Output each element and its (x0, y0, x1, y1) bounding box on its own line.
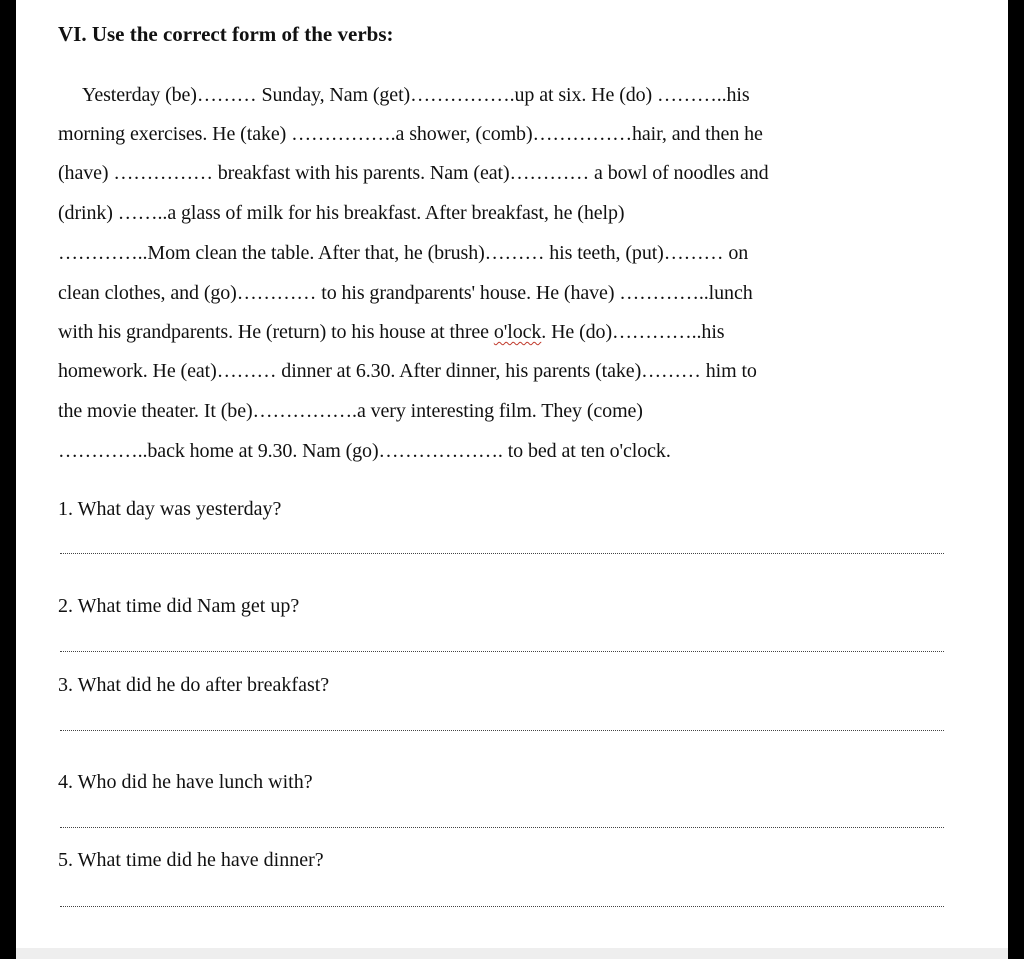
page-bottom-edge (16, 948, 1008, 959)
passage-line: …………..back home at 9.30. Nam (go)………………. to bed at ten o'clock. (58, 440, 671, 462)
passage-line: …………..Mom clean the table. After that, he (brush)……… his teeth, (put)……… on (58, 242, 749, 264)
passage-line: clean clothes, and (go)………… to his grandparents' house. He (have) …………..lunch (58, 282, 753, 304)
passage-line (58, 321, 724, 344)
answer-line-3[interactable] (60, 730, 944, 731)
question-1: 1. What day was yesterday? (58, 498, 282, 520)
passage-line: Yesterday (be)……… Sunday, Nam (get)…………….up at six. He (do) ………..his (82, 84, 750, 106)
passage-line: homework. He (eat)……… dinner at 6.30. After dinner, his parents (take)……… him to (58, 360, 757, 382)
passage-line: morning exercises. He (take) …………….a shower, (comb)……………hair, and then he (58, 123, 763, 145)
passage-text: . He (do)…………..his (541, 321, 725, 343)
passage-line: (drink) ……..a glass of milk for his breakfast. After breakfast, he (help) (58, 202, 625, 224)
worksheet-page (16, 0, 1008, 948)
answer-line-1[interactable] (60, 553, 944, 554)
exercise-heading: VI. Use the correct form of the verbs: (58, 22, 394, 46)
question-2: 2. What time did Nam get up? (58, 595, 300, 617)
passage-text: with his grandparents. He (return) to his house at three (58, 321, 494, 343)
question-5: 5. What time did he have dinner? (58, 849, 324, 871)
misspelled-word: o'lock (493, 321, 542, 343)
passage-line: (have) …………… breakfast with his parents. Nam (eat)………… a bowl of noodles and (58, 162, 769, 184)
answer-line-2[interactable] (60, 651, 944, 652)
answer-line-5[interactable] (60, 906, 944, 907)
question-4: 4. Who did he have lunch with? (58, 771, 313, 793)
question-3: 3. What did he do after breakfast? (58, 674, 330, 696)
answer-line-4[interactable] (60, 827, 944, 828)
passage-line: the movie theater. It (be)…………….a very interesting film. They (come) (58, 400, 643, 422)
